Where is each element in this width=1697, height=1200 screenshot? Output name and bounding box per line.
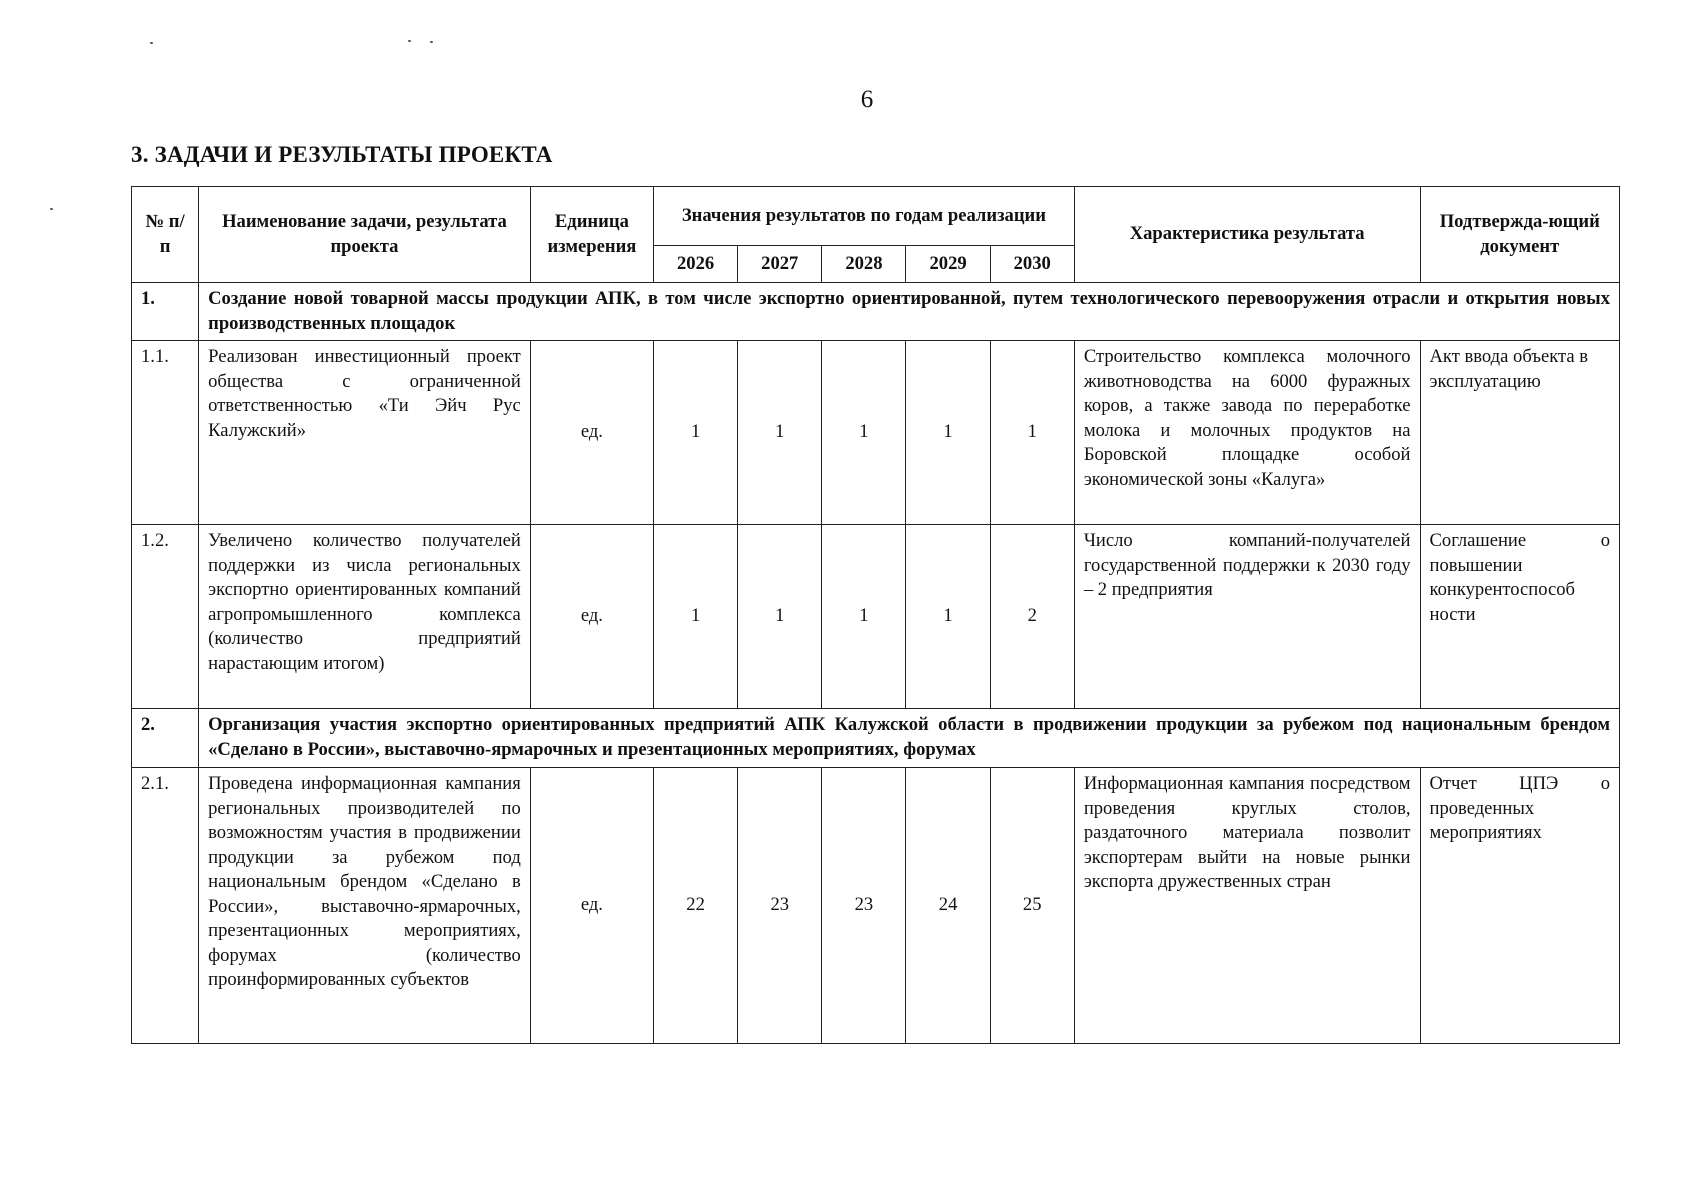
header-unit: Единица измерения <box>530 187 653 283</box>
header-values-group: Значения результатов по годам реализации <box>654 187 1075 246</box>
table-row <box>132 525 1620 709</box>
group-title: Организация участия экспортно ориентированных предприятий АПК Калужской области в продвижении продукции за рубежом под национальным брендом «Сделано в России», выставочно-ярмарочных и презентационных мероприятиях, форумах <box>199 709 1620 768</box>
table-row <box>132 341 1620 525</box>
header-year: 2030 <box>990 246 1074 283</box>
page-number: 6 <box>860 86 874 113</box>
table-row <box>132 768 1620 1044</box>
header-num: № п/п <box>132 187 199 283</box>
group-title: Создание новой товарной массы продукции АПК, в том числе экспортно ориентированной, путем технологического перевооружения отрасли и открытия новых производственных площадок <box>199 283 1620 341</box>
row-value: 1 <box>906 341 990 525</box>
group-num: 2. <box>132 709 199 768</box>
row-value: 1 <box>738 341 822 525</box>
row-value: 1 <box>654 525 738 709</box>
row-num: 2.1. <box>132 768 199 1044</box>
row-value: 1 <box>822 525 906 709</box>
row-value: 1 <box>738 525 822 709</box>
row-value: 25 <box>990 768 1074 1044</box>
row-value: 1 <box>990 341 1074 525</box>
scan-mark <box>430 41 433 43</box>
row-value: 24 <box>906 768 990 1044</box>
row-value: 1 <box>654 341 738 525</box>
header-characteristic: Характеристика результата <box>1074 187 1420 283</box>
row-name: Проведена информационная кампания региональных производителей по возможностям участия в продвижении продукции за рубежом под национальным брендом «Сделано в России», выставочно-ярмарочных, презентационных мероприятиях, форумах (количество проинформированных субъектов <box>199 768 531 1044</box>
row-value: 2 <box>990 525 1074 709</box>
row-unit: ед. <box>530 341 653 525</box>
row-characteristic: Информационная кампания посредством проведения круглых столов, раздаточного материала позволит экспортерам выйти на новые рынки экспорта дружественных стран <box>1074 768 1420 1044</box>
results-table <box>131 186 1620 1044</box>
row-value: 1 <box>822 341 906 525</box>
header-year: 2026 <box>654 246 738 283</box>
row-value: 22 <box>654 768 738 1044</box>
row-unit: ед. <box>530 525 653 709</box>
scan-mark <box>150 42 153 44</box>
group-row <box>132 283 1620 341</box>
header-document: Подтвержда-ющий документ <box>1420 187 1620 283</box>
row-characteristic: Строительство комплекса молочного животноводства на 6000 фуражных коров, а также завода по переработке молока и молочных продуктов на Боровской площадке особой экономической зоны «Калуга» <box>1074 341 1420 525</box>
group-row <box>132 709 1620 768</box>
scan-mark <box>408 40 411 42</box>
header-year: 2027 <box>738 246 822 283</box>
header-name: Наименование задачи, результата проекта <box>199 187 531 283</box>
header-year: 2029 <box>906 246 990 283</box>
row-characteristic: Число компаний-получателей государственной поддержки к 2030 году – 2 предприятия <box>1074 525 1420 709</box>
row-document: Соглашение о повышении конкурентоспособ ности <box>1420 525 1620 709</box>
row-value: 23 <box>822 768 906 1044</box>
scan-mark <box>50 208 53 210</box>
row-document: Акт ввода объекта в эксплуатацию <box>1420 341 1620 525</box>
row-value: 1 <box>906 525 990 709</box>
row-name: Увеличено количество получателей поддержки из числа региональных экспортно ориентированных компаний агропромышленного комплекса (количество предприятий нарастающим итогом) <box>199 525 531 709</box>
row-unit: ед. <box>530 768 653 1044</box>
group-num: 1. <box>132 283 199 341</box>
row-value: 23 <box>738 768 822 1044</box>
header-year: 2028 <box>822 246 906 283</box>
row-num: 1.2. <box>132 525 199 709</box>
row-document: Отчет ЦПЭ о проведенных мероприятиях <box>1420 768 1620 1044</box>
section-title: 3. ЗАДАЧИ И РЕЗУЛЬТАТЫ ПРОЕКТА <box>131 142 553 167</box>
row-name: Реализован инвестиционный проект общества с ограниченной ответственностью «Ти Эйч Рус Калужский» <box>199 341 531 525</box>
row-num: 1.1. <box>132 341 199 525</box>
